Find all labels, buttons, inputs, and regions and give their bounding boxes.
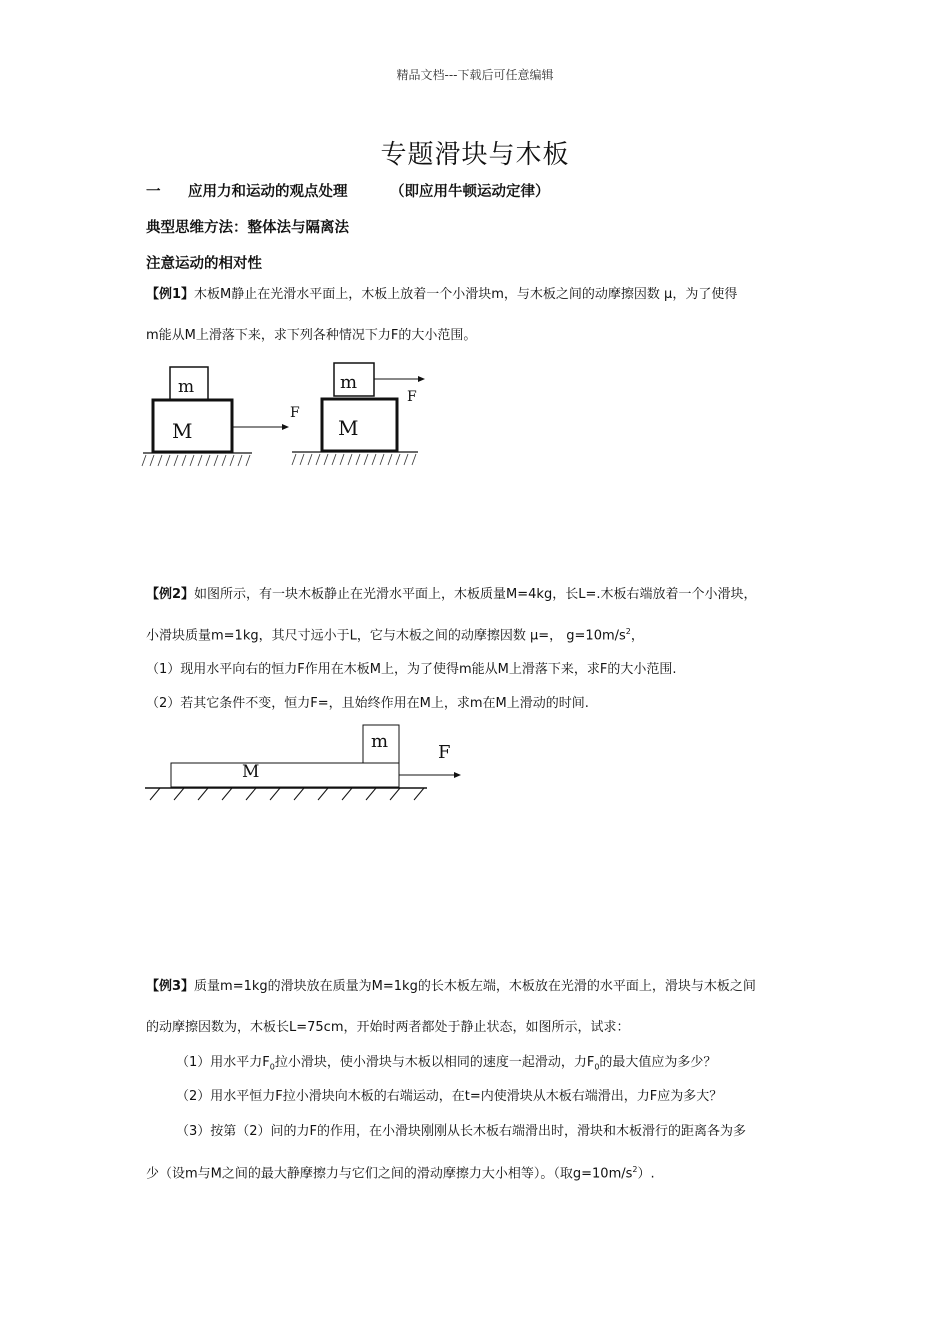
example3-text1: 质量m=1kg的滑块放在质量为M=1kg的长木板左端，木板放在光滑的水平面上，滑块与木板之间 [194,979,756,994]
example1-line2: m能从M上滑落下来，求下列各种情况下力F的大小范围。 [146,328,477,343]
page-header: 精品文档---下载后可任意编辑 [396,68,554,82]
example2-line2 [146,628,644,642]
attention-heading: 注意运动的相对性 [146,256,262,272]
example3-q3-exponent: 2 [632,1165,638,1174]
example2-question1: （1）现用水平向右的恒力F作用在木板M上，为了使得m能从M上滑落下来，求F的大小范围. [146,662,677,677]
example1-tag: 【例1】 [146,287,195,302]
example3-question3: （3）按第（2）问的力F的作用，在小滑块刚刚从长木板右端滑出时，滑块和木板滑行的距离各为多 [176,1124,747,1139]
figure1-ground-hatch [142,455,250,466]
figure1-board-M [153,400,232,452]
figure2-label-m: m [340,372,358,393]
figure1-label-m: m [178,377,195,397]
example2-exponent: 2 [625,627,631,636]
figure1-label-M: M [172,419,193,443]
example3-q1-sub2: 0 [594,1062,600,1072]
figure2-ground-hatch [292,454,416,465]
example3-line1 [146,980,756,993]
example3-question1 [176,1056,716,1072]
example3-q1-sub1: 0 [269,1062,275,1072]
figure1-label-F: F [290,405,300,421]
example3-q1-part3: 的最大值应为多少？ [599,1055,717,1070]
figure1-force-arrow [232,420,292,434]
example3-question2: （2）用水平恒力F拉小滑块向木板的右端运动，在t=内使滑块从木板右端滑出，力F应为多大？ [176,1089,723,1104]
section-note: （即应用牛顿运动定律） [390,184,550,200]
figure3-label-m: m [371,731,389,752]
example1-line1 [146,288,737,301]
example2-text2-end: ， [630,628,644,644]
figure2-label-M: M [338,416,359,440]
section-heading: 应用力和运动的观点处理 [188,184,348,200]
example2-text1: 如图所示，有一块木板静止在光滑水平面上，木板质量M=4kg，长L=.木板右端放着一个小滑块， [194,587,757,602]
figure2-diagram [290,360,430,476]
section-number: 一 [146,184,161,200]
example3-line2: 的动摩擦因数为，木板长L=75cm，开始时两者都处于静止状态，如图所示，试求： [146,1020,630,1035]
example1-text1: 木板M静止在光滑水平面上，木板上放着一个小滑块m，与木板之间的动摩擦因数 μ，为了使得 [194,287,738,302]
figure3-diagram [140,720,470,805]
example2-text2: 小滑块质量m=1kg，其尺寸远小于L，它与木板之间的动摩擦因数 μ=， g=10m/s [146,628,626,644]
figure3-board-M [171,763,399,787]
example3-q3-part2: ）. [637,1166,655,1182]
example3-q1-part1: （1）用水平力F [176,1055,270,1070]
example2-question2: （2）若其它条件不变，恒力F=，且始终作用在M上，求m在M上滑动的时间. [146,696,589,711]
figure2-label-F: F [407,389,417,405]
figure2-board-M [322,399,397,451]
figure3-label-F: F [438,742,451,763]
example3-q3-part1: 少（设m与M之间的最大静摩擦力与它们之间的滑动摩擦力大小相等）。（取g=10m/s [146,1166,633,1182]
example3-q1-part2: 拉小滑块，使小滑块与木板以相同的速度一起滑动，力F [274,1055,595,1070]
figure3-ground-hatch [150,788,424,800]
figure1-diagram [140,362,260,476]
example3-tag: 【例3】 [146,979,195,994]
figure3-label-M: M [242,762,260,782]
example2-tag: 【例2】 [146,587,195,602]
example3-question3-cont [146,1166,655,1180]
method-heading: 典型思维方法：整体法与隔离法 [146,220,349,236]
page-title: 专题滑块与木板 [380,140,570,170]
example2-line1 [146,588,756,601]
